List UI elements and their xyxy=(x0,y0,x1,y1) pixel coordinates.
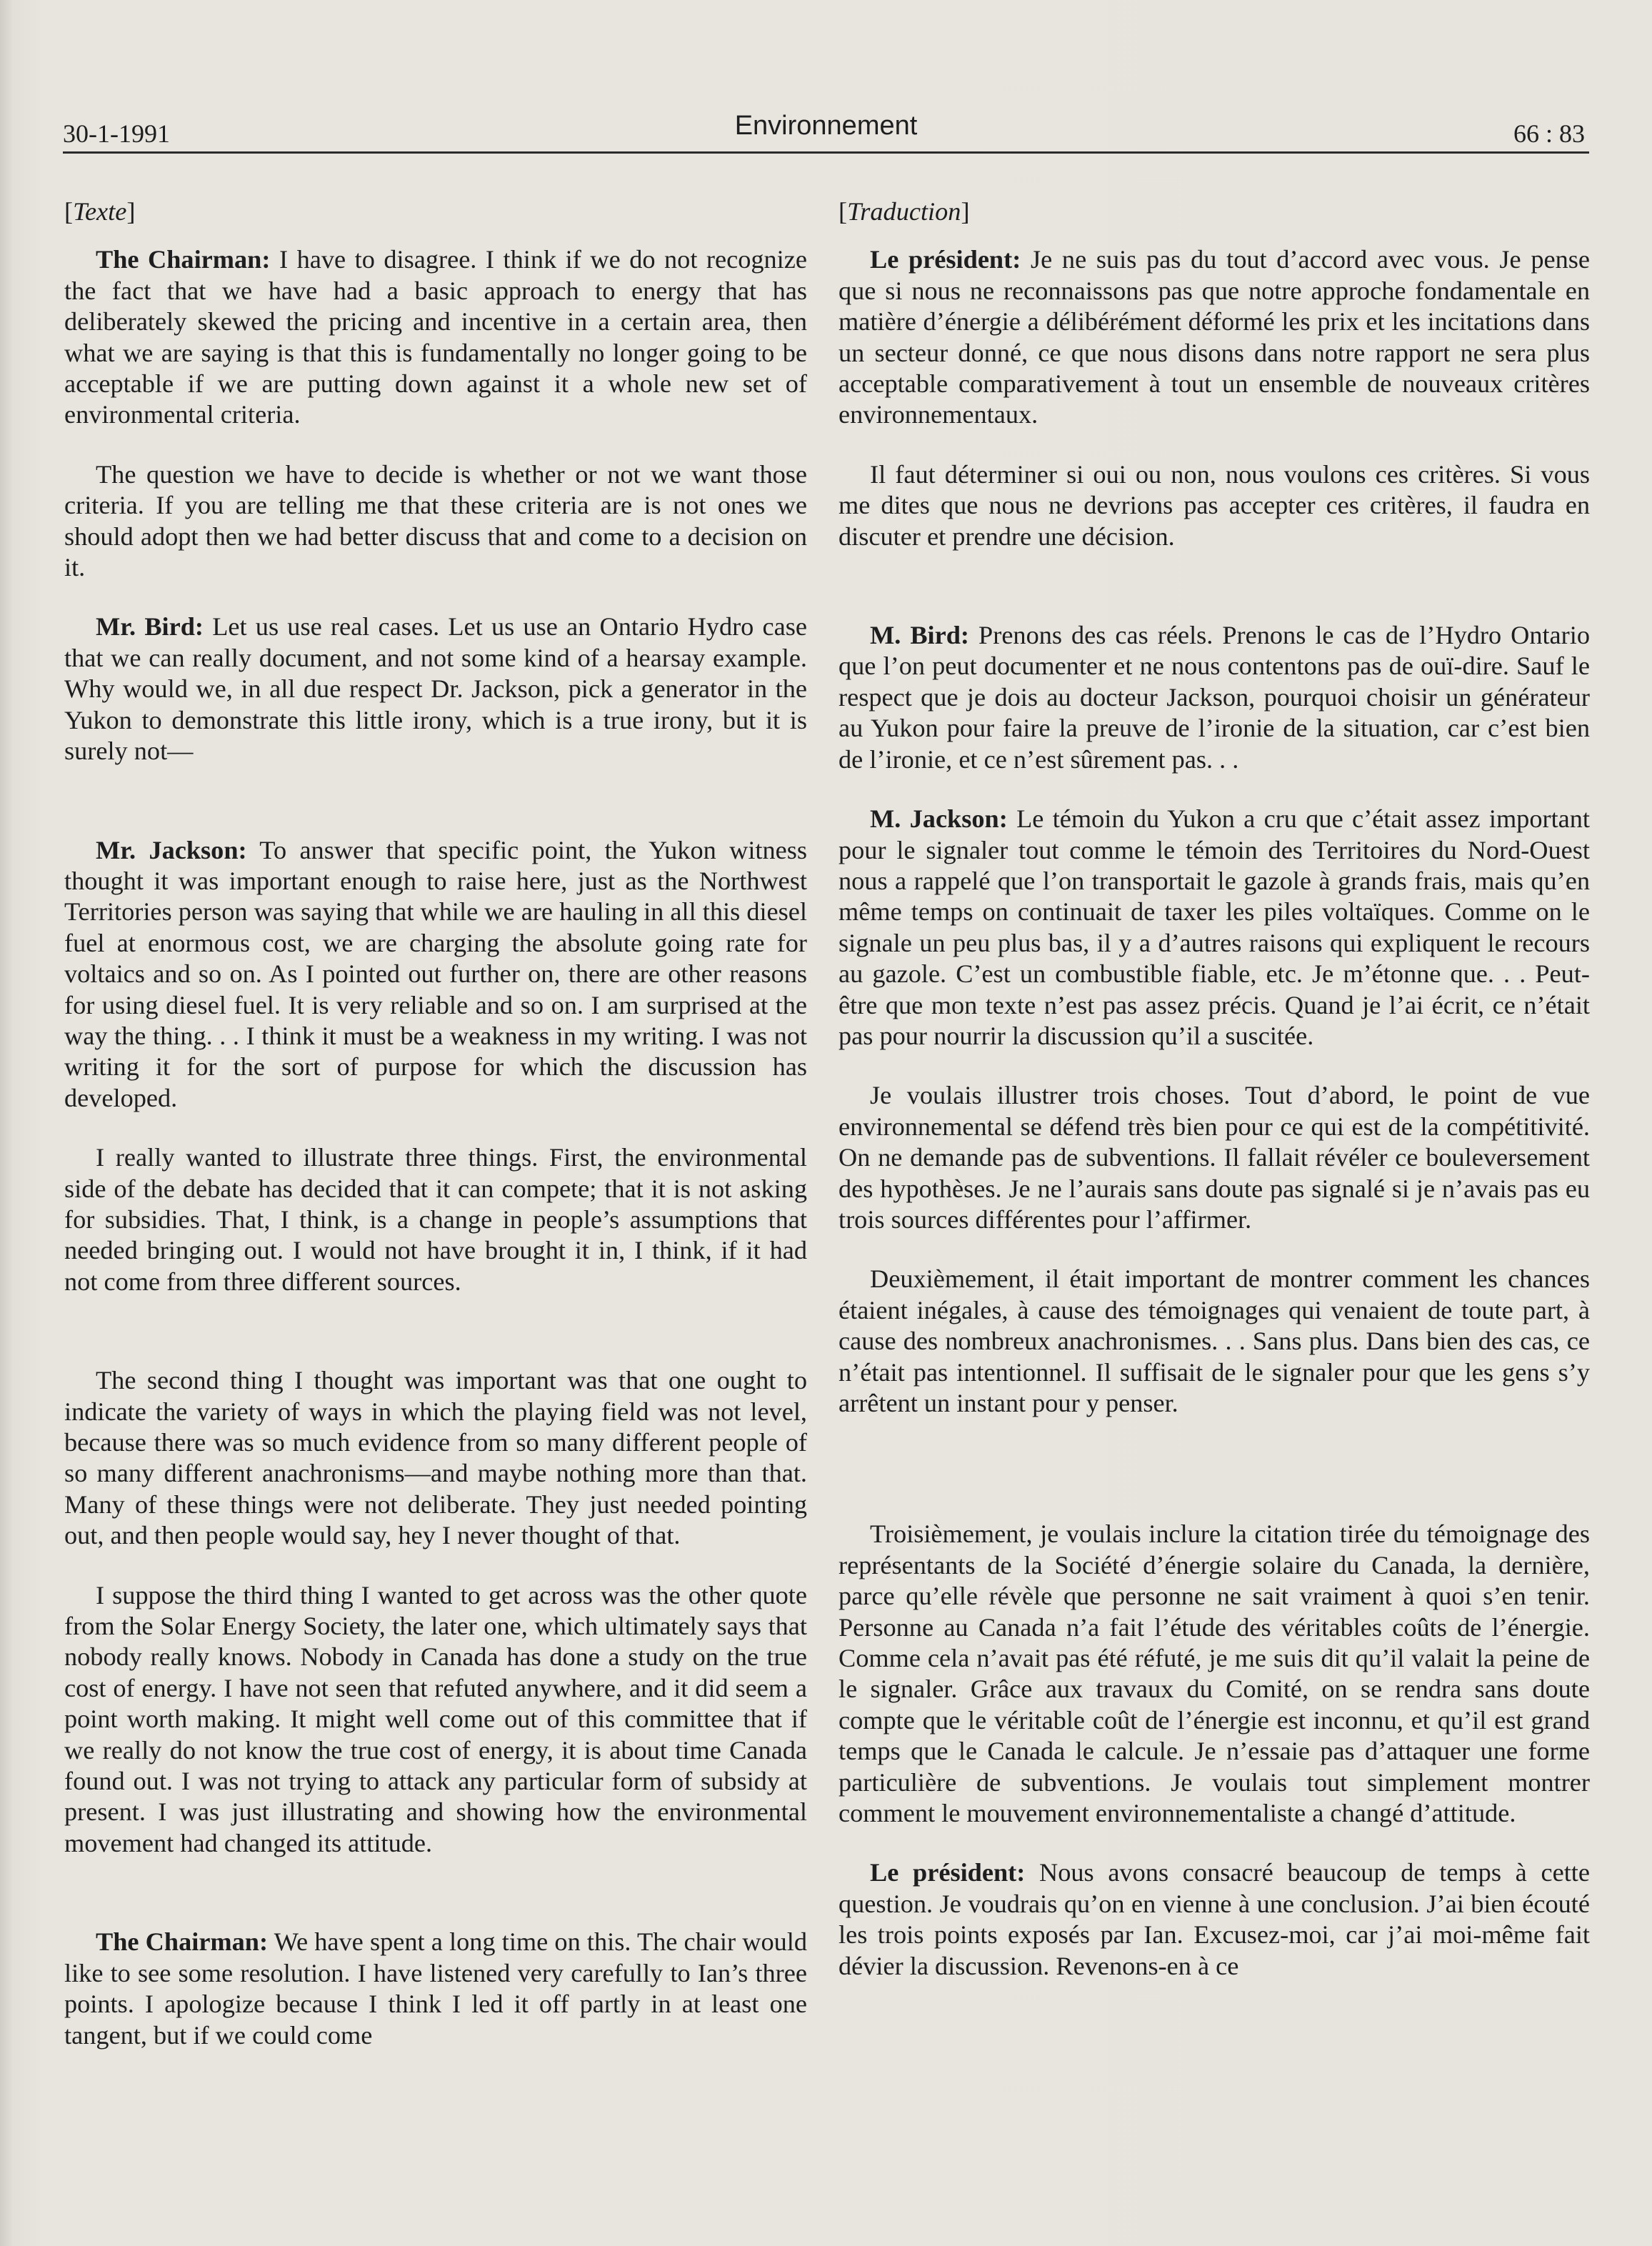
english-column xyxy=(64,196,807,2217)
speech-text: The second thing I thought was important was that one ought to indicate the variety of ways in which the playing field was not level, because there was so much evidence from so many different people of so many different anachronisms—and maybe nothing more than that. Many of these things were not deliberate. They just needed pointing out, and then people would say, hey I never thought of that. xyxy=(64,1366,807,1550)
page-header xyxy=(63,106,1589,154)
speech-text: I really wanted to illustrate three things. First, the environmental side of the debate has decided that it can compete; that it is not asking for subsidies. That, I think, is a change in people’s assumptions that needed bringing out. I would not have brought it in, I think, if it had not come from three different sources. xyxy=(64,1143,807,1296)
speech-text: We have spent a long time on this. The chair would like to see some resolution. I have listened very carefully to Ian’s three points. I apologize because I think I led it off partly in at least one tangent, but if we could come xyxy=(64,1927,808,2050)
paragraph xyxy=(838,244,1590,430)
paragraph xyxy=(838,804,1590,1052)
paragraph xyxy=(838,1264,1590,1419)
paragraph xyxy=(64,459,807,584)
speaker-label: Mr. Bird: xyxy=(96,612,204,642)
speech-text: Je ne suis pas du tout d’accord avec vous. Je pense que si nous ne reconnaissons pas que notre approche fondamentale en matière d’énergie a délibérément déformé les prix et les incitations dans un secteur donné, ce que nous disons dans notre rapport ne sera plus acceptable comparativement à tout un ensemble de nouveaux critères environnementaux. xyxy=(838,245,1590,429)
speaker-label: Le président: xyxy=(870,1858,1026,1887)
column-tag: [Traduction] xyxy=(838,197,970,226)
paragraph xyxy=(838,1857,1590,1982)
paragraph xyxy=(838,459,1590,552)
paragraph xyxy=(64,1142,807,1297)
speaker-label: Le président: xyxy=(870,245,1021,274)
speech-text: The question we have to decide is whether or not we want those criteria. If you are telling me that these criteria are is not ones we should adopt then we had better discuss that and come to a decision on it. xyxy=(64,459,807,582)
paragraph xyxy=(838,620,1590,775)
speaker-label: The Chairman: xyxy=(96,245,271,274)
column-tag: [Texte] xyxy=(64,197,136,226)
speech-text: To answer that specific point, the Yukon witness thought it was important enough to raise here, just as the Northwest Territories person was saying that while we are hauling in all this diesel fuel at enormous cost, we are charging the absolute going rate for voltaics and so on. As I pointed out further on, there are other reasons for using diesel fuel. It is very reliable and so on. I am surprised at the way the thing. . . I think it must be a weakness in my writing. I was not writing it for the sort of purpose for which the discussion has developed. xyxy=(64,835,807,1112)
paragraph xyxy=(64,1365,807,1551)
header-date: 30-1-1991 xyxy=(63,119,170,148)
speech-text: Prenons des cas réels. Prenons le cas de l’Hydro Ontario que l’on peut documenter et ne nous contentons pas de ouï-dire. Sauf le respect que je dois au docteur Jackson, pourquoi choisir un générateur au Yukon pour faire la preuve de l’ironie de la situation, car c’est bien de l’ironie, et ce n’est sûrement pas. . . xyxy=(838,621,1590,774)
paragraph xyxy=(64,1927,807,2051)
speech-text: Le témoin du Yukon a cru que c’était assez important pour le signaler tout comme le témoin des Territoires du Nord-Ouest nous a rappelé que l’on transportait le gazole à grands frais, mais qu’en même temps on continuait de taxer les piles voltaïques. Comme on le signale un peu plus bas, il y a d’autres raisons qui expliquent le recours au gazole. C’est un combustible fiable, etc. Je m’étonne que. . . Peut-être que mon texte n’est pas assez précis. Quand je l’ai écrit, ce n’était pas pour nourrir la discussion qu’il a suscitée. xyxy=(838,804,1590,1050)
paragraph xyxy=(64,612,807,767)
speaker-label: M. Bird: xyxy=(870,621,970,650)
paragraph xyxy=(64,244,807,430)
paragraph xyxy=(64,835,807,1114)
speech-text: I suppose the third thing I wanted to get across was the other quote from the Solar Energy Society, the later one, which ultimately says that nobody really knows. Nobody in Canada has done a study on the true cost of energy. I have not seen that refuted anywhere, and it did seem a point worth making. It might well come out of this committee that if we really do not know the true cost of energy, it is about time Canada found out. I was not trying to attack any particular form of subsidy at present. I was just illustrating and showing how the environmental movement had changed its attitude. xyxy=(64,1580,807,1857)
speech-text: Nous avons consacré beaucoup de temps à cette question. Je voudrais qu’on en vienne à une conclusion. J’ai bien écouté les trois points exposés par Ian. Excusez-moi, car j’ai moi-même fait dévier la discussion. Revenons-en à ce xyxy=(838,1858,1590,1980)
header-page-number: 66 : 83 xyxy=(1513,119,1585,148)
speech-text: I have to disagree. I think if we do not recognize the fact that we have had a basic approach to energy that has deliberately skewed the pricing and incentive in a certain area, then what we are saying is that this is fundamentally no longer going to be acceptable if we are putting down against it a whole new set of environmental criteria. xyxy=(64,245,807,429)
speaker-label: M. Jackson: xyxy=(870,804,1008,834)
paragraph xyxy=(838,1080,1590,1235)
speech-text: Deuxièmement, il était important de montrer comment les chances étaient inégales, à cause des témoignages qui venaient de toute part, à cause des nombreux anachronismes. . . Sans plus. Dans bien des cas, ce n’était pas intentionnel. Il suffisait de le signaler pour que les gens s’y arrêtent un instant pour y penser. xyxy=(838,1264,1590,1417)
paragraph xyxy=(64,1580,807,1860)
header-title: Environnement xyxy=(734,111,918,141)
speech-text: Il faut déterminer si oui ou non, nous voulons ces critères. Si vous me dites que nous ne devrions pas accepter ces critères, il faudra en discuter et prendre une décision. xyxy=(838,459,1590,551)
speech-text: Troisièmement, je voulais inclure la citation tirée du témoignage des représentants de la Société d’énergie solaire du Canada, la dernière, parce qu’elle révèle que personne ne sait vraiment à quoi s’en tenir. Personne au Canada n’a fait l’étude des véritables coûts de l’énergie. Comme cela n’avait pas été réfuté, je me suis dit qu’il valait la peine de le signaler. Grâce aux travaux du Comité, on se rendra sans doute compte que le véritable coût de l’énergie est inconnu, et qu’il est grand temps que le Canada le calcule. Je n’essaie pas d’attaquer une forme particulière de subventions. Je voulais tout simplement montrer comment le mouvement environnementaliste a changé d’attitude. xyxy=(838,1519,1590,1828)
speaker-label: The Chairman: xyxy=(96,1927,269,1957)
french-column xyxy=(838,196,1590,2217)
speaker-label: Mr. Jackson: xyxy=(96,835,247,864)
paragraph xyxy=(838,1519,1590,1829)
speech-text: Je voulais illustrer trois choses. Tout d’abord, le point de vue environnemental se défend très bien pour ce qui est de la compétitivité. On ne demande pas de subventions. Il fallait révéler ce bouleversement des hypothèses. Je ne l’aurais sans doute pas signalé si je n’avais pas eu trois sources différentes pour l’affirmer. xyxy=(838,1081,1590,1234)
speech-text: Let us use real cases. Let us use an Ontario Hydro case that we can really document, and not some kind of a hearsay example. Why would we, in all due respect Dr. Jackson, pick a generator in the Yukon to demonstrate this little irony, which is a true irony, but it is surely not— xyxy=(64,612,807,766)
